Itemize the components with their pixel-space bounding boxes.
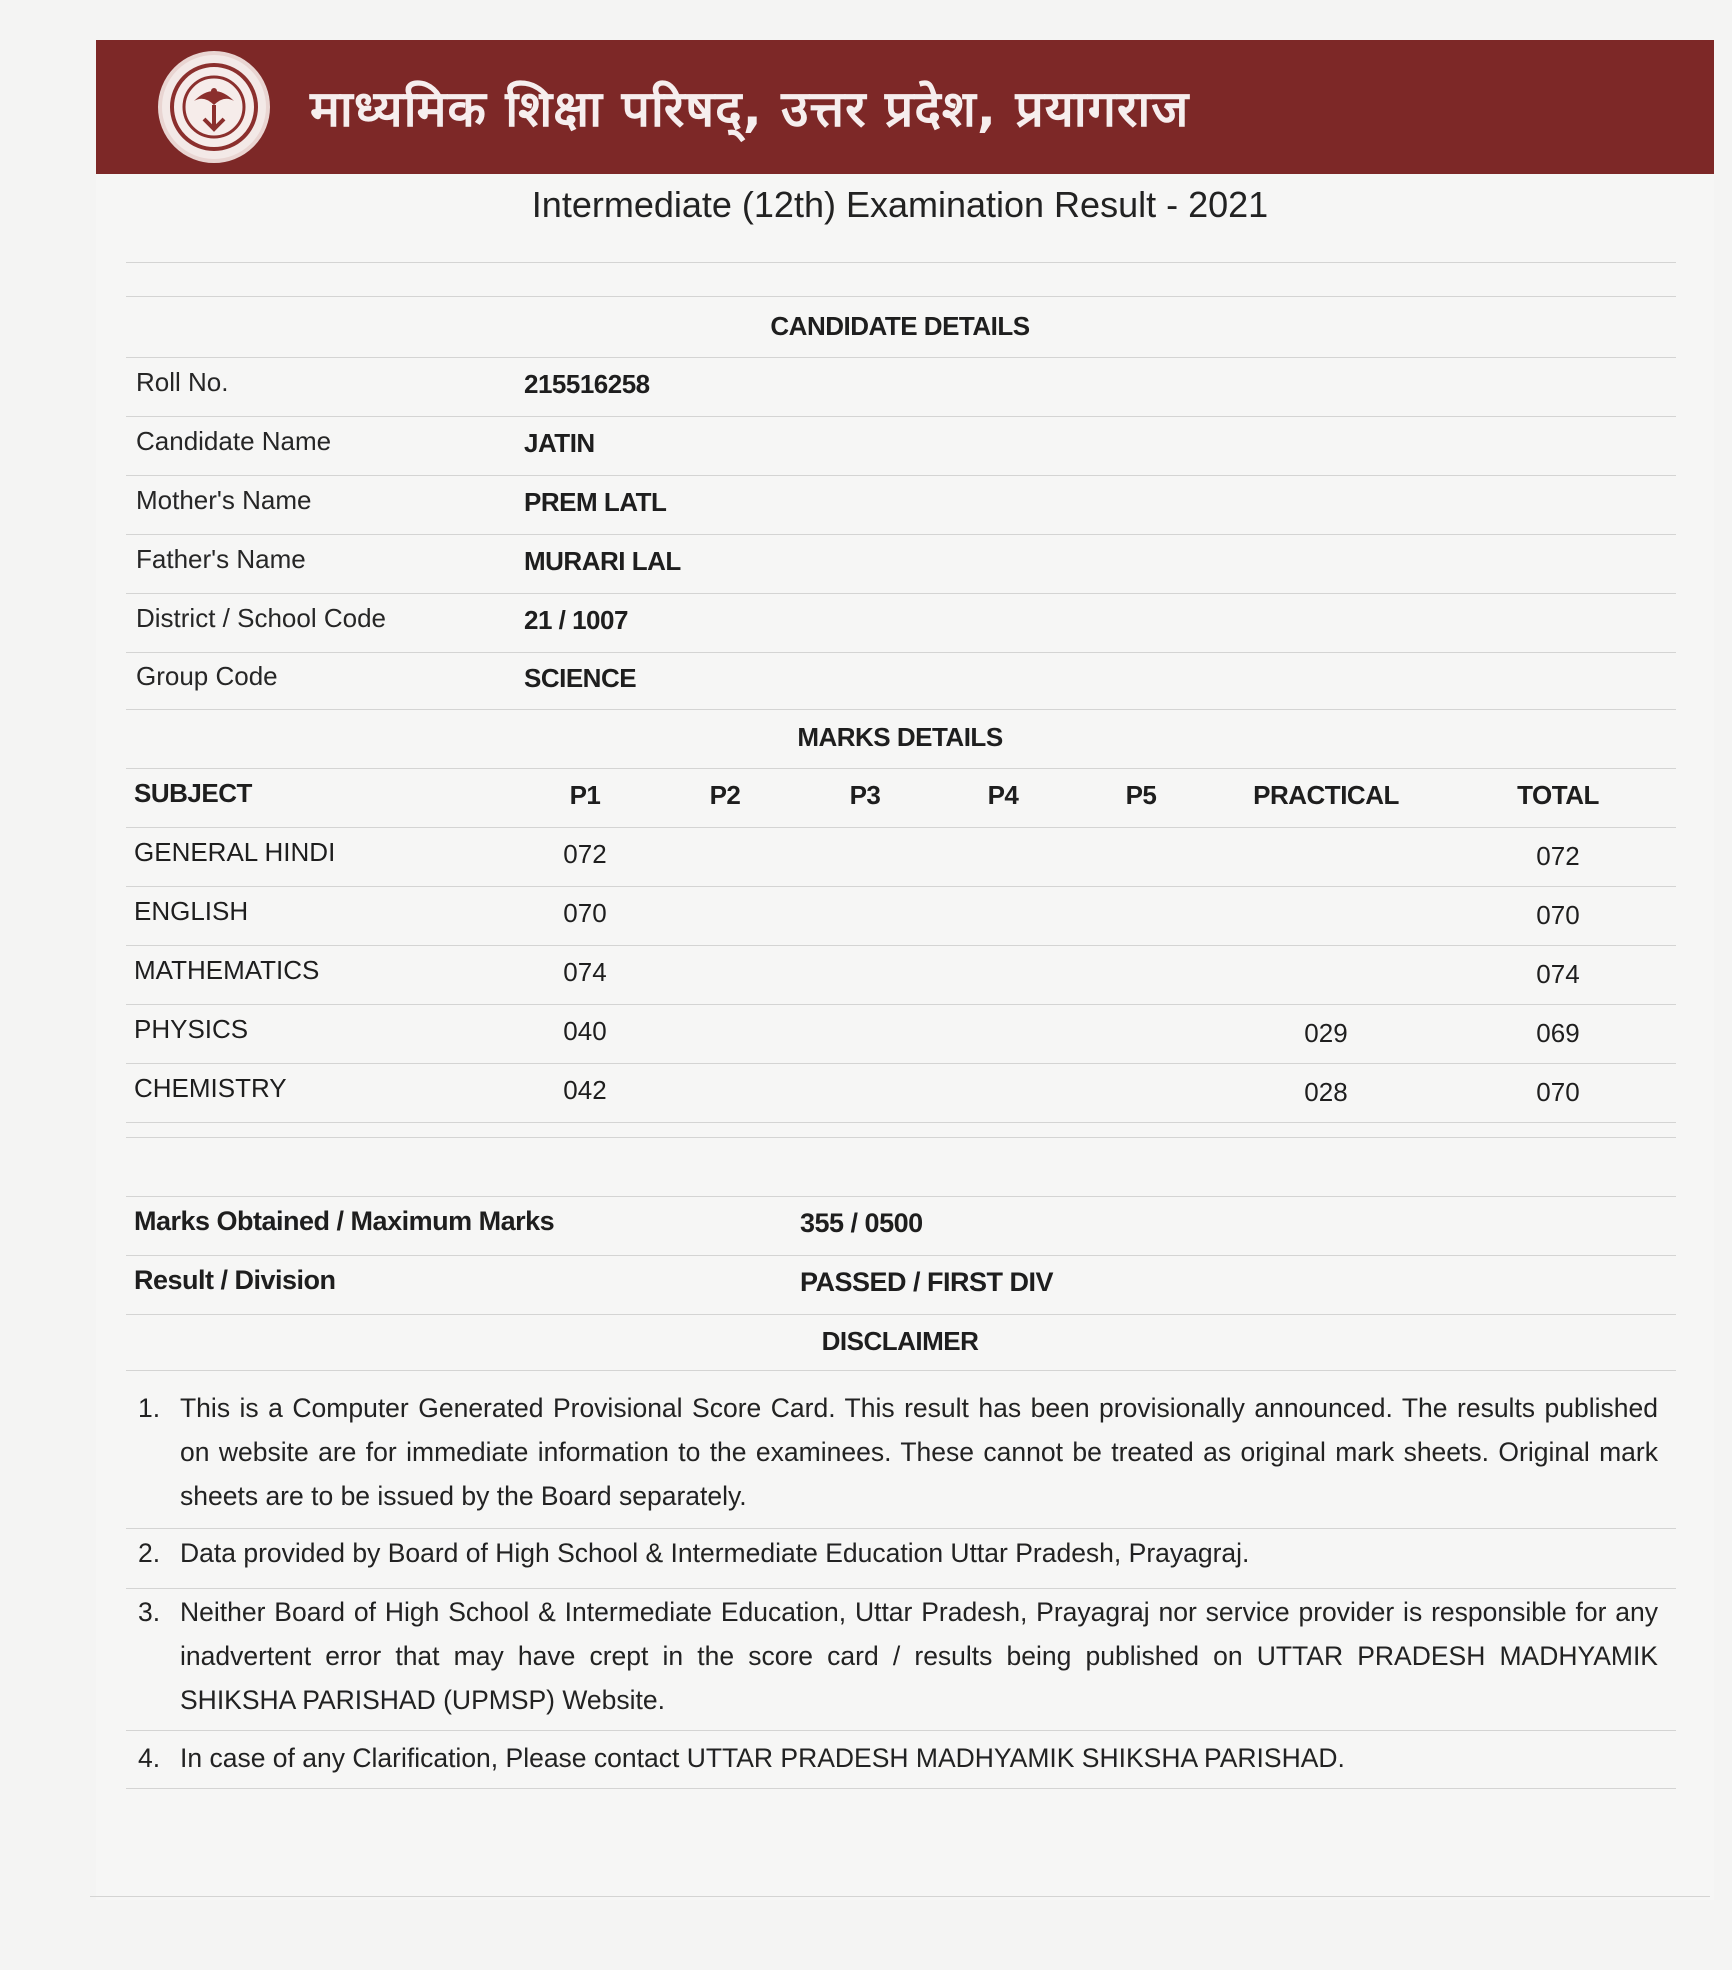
divider (126, 1196, 1676, 1197)
column-header-p2: P2 (709, 780, 741, 810)
group-code-value: SCIENCE (524, 663, 637, 693)
total-cell: 069 (1536, 1018, 1580, 1048)
p1-cell: 072 (563, 839, 607, 869)
p1-cell: 042 (563, 1075, 607, 1105)
disclaimer-text: Data provided by Board of High School & Intermediate Education Uttar Pradesh, Prayagraj. (180, 1538, 1250, 1568)
total-cell: 070 (1536, 900, 1580, 930)
total-cell: 070 (1536, 1077, 1580, 1107)
divider (126, 357, 1676, 358)
disclaimer-title: DISCLAIMER (821, 1326, 979, 1356)
marks-obtained-label: Marks Obtained / Maximum Marks (134, 1206, 555, 1236)
roll-no-value: 215516258 (524, 369, 650, 399)
divider (126, 1314, 1676, 1315)
header-band (96, 40, 1714, 174)
disclaimer-text: In case of any Clarification, Please contact UTTAR PRADESH MADHYAMIK SHIKSHA PARISHAD. (180, 1743, 1345, 1773)
total-cell: 072 (1536, 841, 1580, 871)
disclaimer-text: This is a Computer Generated Provisional Score Card. This result has been provisionally announced. The results published on website are for immediate information to the examinees. These cannot be treated as original mark sheets. Original mark sheets are to be issued by the Board separately. (180, 1393, 1658, 1511)
divider (126, 768, 1676, 769)
candidate-name-value: JATIN (524, 428, 595, 458)
practical-cell: 028 (1304, 1077, 1348, 1107)
divider (126, 945, 1676, 946)
disclaimer-item (138, 1736, 1658, 1780)
group-code-label: Group Code (136, 661, 278, 691)
disclaimer-item (138, 1590, 1658, 1722)
divider (126, 1788, 1676, 1789)
divider (126, 1122, 1676, 1123)
board-name-hindi: माध्यमिक शिक्षा परिषद्, उत्तर प्रदेश, प्रयागराज (310, 80, 1190, 138)
district-school-code-value: 21 / 1007 (524, 605, 628, 635)
divider (126, 534, 1676, 535)
column-header-practical: PRACTICAL (1253, 780, 1399, 810)
board-emblem-icon (158, 51, 270, 163)
practical-cell: 029 (1304, 1018, 1348, 1048)
divider (126, 593, 1676, 594)
disclaimer-number: 1. (138, 1393, 161, 1423)
divider (126, 475, 1676, 476)
divider (126, 1004, 1676, 1005)
father-name-value: MURARI LAL (524, 546, 681, 576)
divider (126, 1137, 1676, 1138)
disclaimer-number: 3. (138, 1597, 161, 1627)
candidate-name-label: Candidate Name (136, 426, 332, 456)
divider (126, 1370, 1676, 1371)
divider (126, 652, 1676, 653)
column-header-total: TOTAL (1517, 780, 1599, 810)
disclaimer-number: 4. (138, 1743, 161, 1773)
disclaimer-item (138, 1531, 1658, 1575)
divider (126, 416, 1676, 417)
divider (126, 1063, 1676, 1064)
column-header-p1: P1 (569, 780, 601, 810)
divider (126, 262, 1676, 263)
marks-details-title: MARKS DETAILS (797, 722, 1003, 752)
divider (126, 709, 1676, 710)
divider (126, 827, 1676, 828)
divider (126, 1730, 1676, 1731)
disclaimer-item (138, 1386, 1658, 1518)
subject-cell: ENGLISH (134, 896, 249, 926)
divider (126, 886, 1676, 887)
subject-cell: CHEMISTRY (134, 1073, 287, 1103)
result-division-value: PASSED / FIRST DIV (800, 1267, 1054, 1297)
p1-cell: 070 (563, 898, 607, 928)
total-cell: 074 (1536, 959, 1580, 989)
marks-obtained-value: 355 / 0500 (800, 1208, 923, 1238)
subject-cell: MATHEMATICS (134, 955, 320, 985)
disclaimer-number: 2. (138, 1538, 161, 1568)
divider (126, 1255, 1676, 1256)
p1-cell: 040 (563, 1016, 607, 1046)
result-division-label: Result / Division (134, 1265, 336, 1295)
candidate-details-title: CANDIDATE DETAILS (770, 311, 1030, 341)
father-name-label: Father's Name (136, 544, 306, 574)
disclaimer-text: Neither Board of High School & Intermediate Education, Uttar Pradesh, Prayagraj nor service provider is responsible for any inadvertent error that may have crept in the score card / results being published on UTTAR PRADESH MADHYAMIK SHIKSHA PARISHAD (UPMSP) Website. (180, 1597, 1658, 1715)
column-header-p4: P4 (987, 780, 1019, 810)
exam-title: Intermediate (12th) Examination Result - 2021 (531, 184, 1269, 225)
mother-name-value: PREM LATL (524, 487, 667, 517)
divider (126, 1588, 1676, 1589)
column-header-subject: SUBJECT (134, 778, 252, 808)
subject-cell: GENERAL HINDI (134, 837, 336, 867)
subject-cell: PHYSICS (134, 1014, 249, 1044)
divider (90, 1896, 1710, 1897)
district-school-code-label: District / School Code (136, 603, 386, 633)
p1-cell: 074 (563, 957, 607, 987)
column-header-p5: P5 (1125, 780, 1157, 810)
mother-name-label: Mother's Name (136, 485, 312, 515)
divider (126, 1528, 1676, 1529)
divider (126, 296, 1676, 297)
column-header-p3: P3 (849, 780, 881, 810)
roll-no-label: Roll No. (136, 367, 229, 397)
